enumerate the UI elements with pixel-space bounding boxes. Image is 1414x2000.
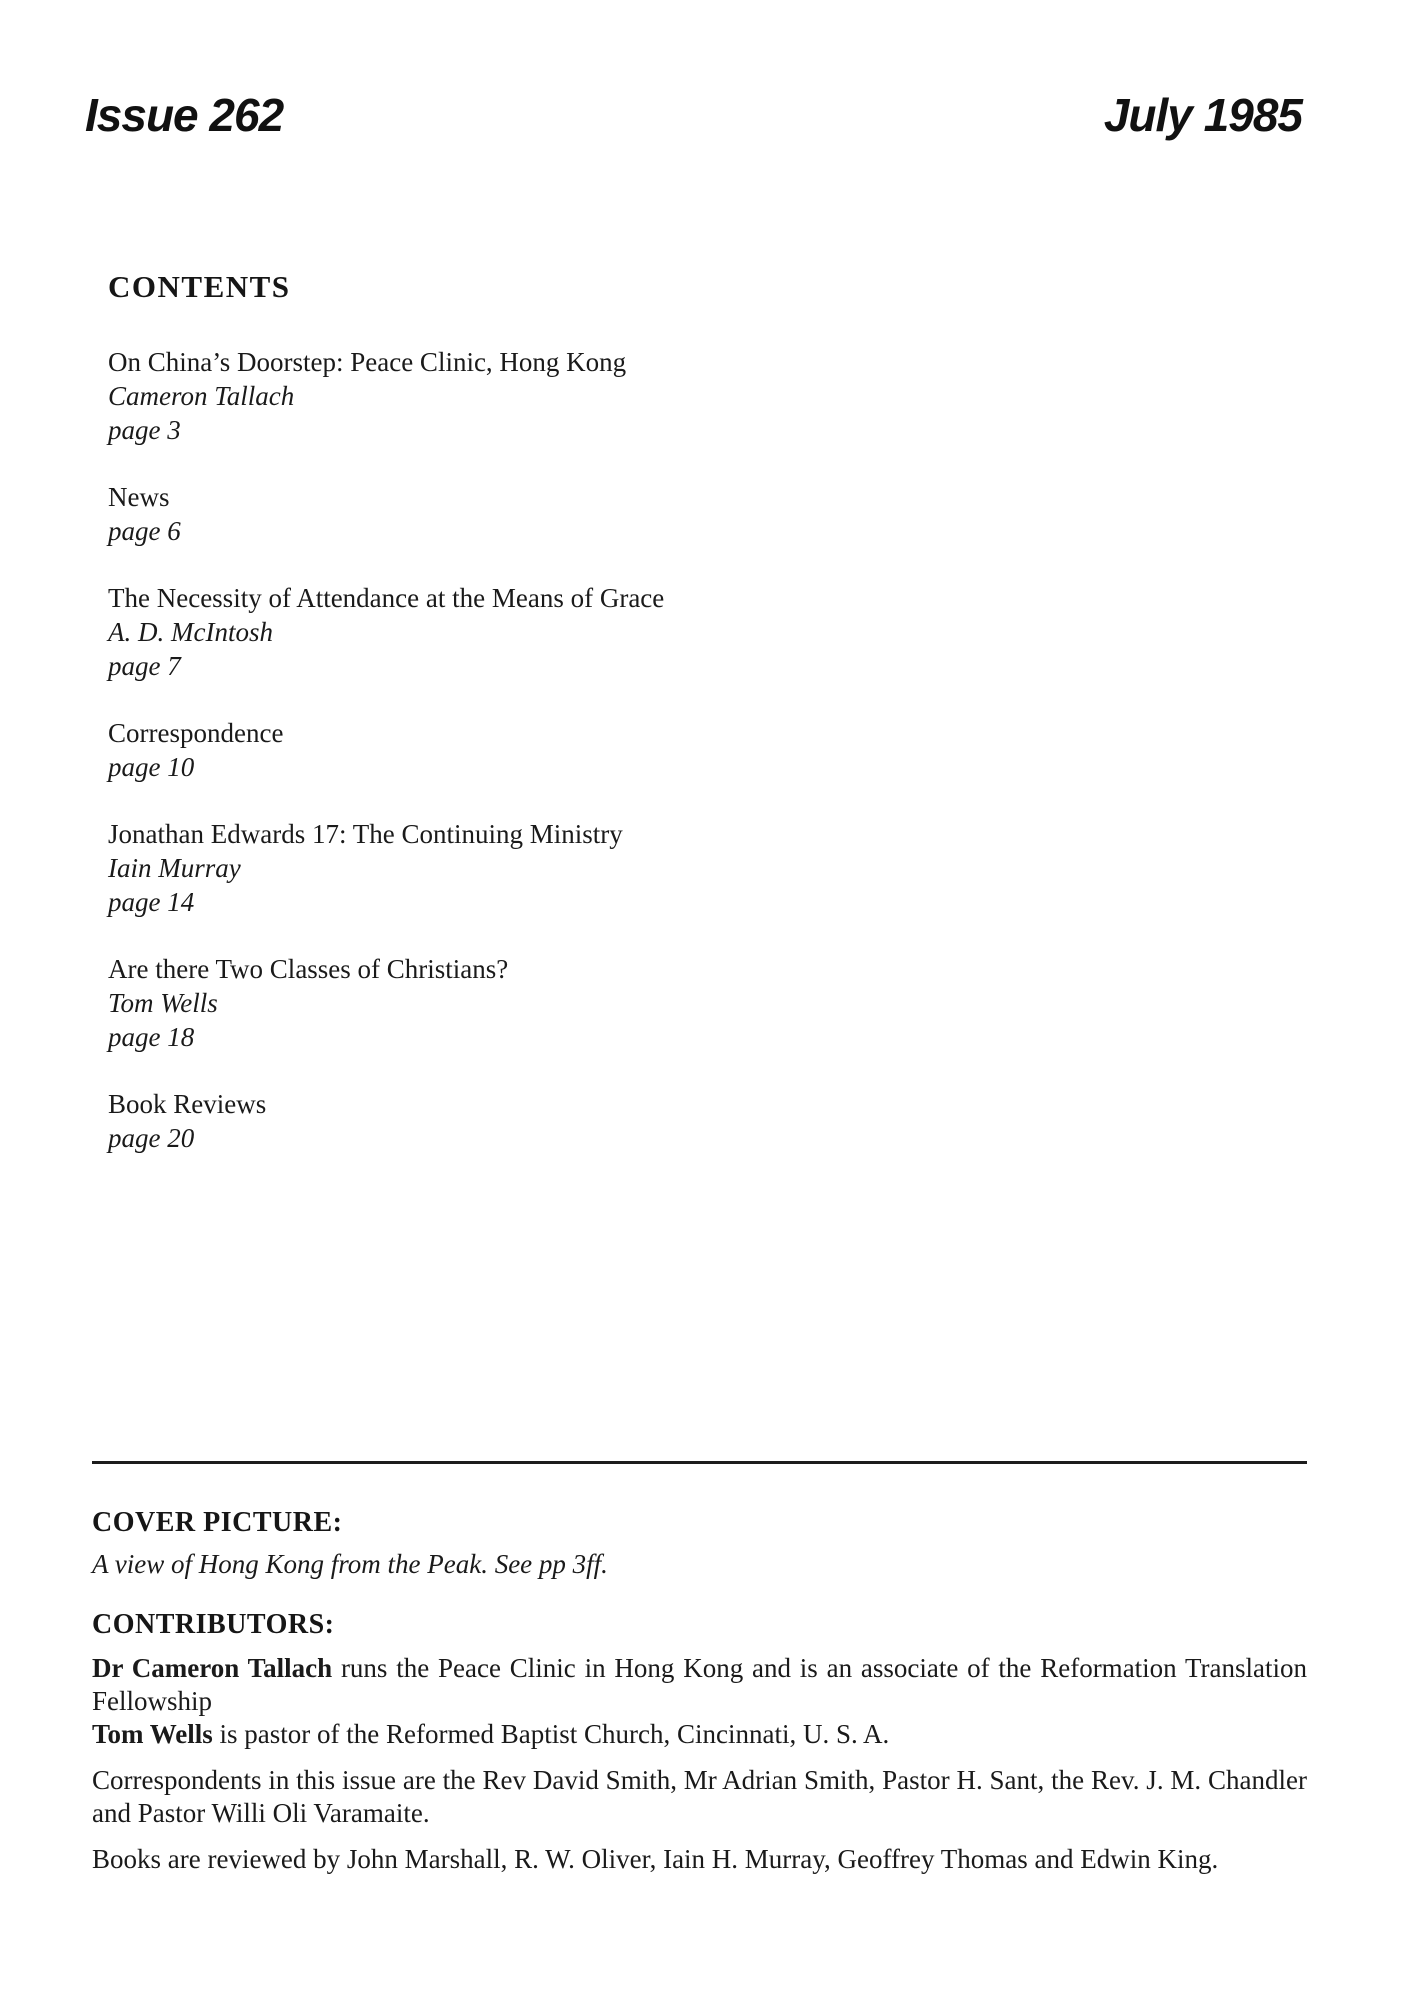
cover-picture-heading: COVER PICTURE: [92, 1507, 343, 1538]
book-reviewers-paragraph: Books are reviewed by John Marshall, R. W. Oliver, Iain H. Murray, Geoffrey Thomas and Edwin King. [92, 1844, 1219, 1874]
toc-entry [108, 952, 1208, 1054]
issue-number: Issue 262 [85, 89, 284, 141]
toc-entry-page: page 20 [108, 1123, 195, 1153]
toc-entry-title: Jonathan Edwards 17: The Continuing Ministry [108, 819, 623, 849]
toc-entry [108, 1087, 1208, 1155]
contributor-paragraph-wells [92, 1718, 1307, 1751]
contributor-paragraph-tallach [92, 1652, 1307, 1718]
masthead [85, 88, 1302, 142]
contents-heading: CONTENTS [108, 269, 291, 304]
toc-entry-title: Correspondence [108, 718, 284, 748]
contributor-description: is pastor of the Reformed Baptist Church, Cincinnati, U. S. A. [212, 1719, 890, 1749]
toc-entry [108, 480, 1208, 548]
toc-entry-page: page 3 [108, 415, 181, 445]
toc-entry-author: Iain Murray [108, 853, 241, 883]
contributors-heading: CONTRIBUTORS: [92, 1609, 335, 1640]
toc-entry-author: Tom Wells [108, 988, 218, 1018]
toc-entry-title: News [108, 482, 170, 512]
table-of-contents [108, 345, 1208, 1188]
toc-entry-page: page 14 [108, 887, 195, 917]
toc-entry [108, 581, 1208, 683]
toc-entry-author: A. D. McIntosh [108, 617, 273, 647]
contributor-description: runs the Peace Clinic in Hong Kong and is an associate of the Reformation Translation Fellowship [92, 1653, 1308, 1716]
toc-entry [108, 716, 1208, 784]
footer-section [92, 1506, 1307, 1876]
toc-entry-page: page 10 [108, 752, 195, 782]
toc-entry-page: page 6 [108, 516, 181, 546]
divider [92, 1461, 1307, 1464]
correspondents-paragraph: Correspondents in this issue are the Rev David Smith, Mr Adrian Smith, Pastor H. Sant, the Rev. J. M. Chandler and Pastor Willi Oli Varamaite. [92, 1765, 1307, 1828]
issue-date: July 1985 [1103, 89, 1302, 141]
toc-entry-page: page 7 [108, 651, 181, 681]
toc-entry-title: Book Reviews [108, 1089, 267, 1119]
toc-entry-page: page 18 [108, 1022, 195, 1052]
toc-entry [108, 345, 1208, 447]
toc-entry-title: The Necessity of Attendance at the Means of Grace [108, 583, 665, 613]
toc-entry [108, 817, 1208, 919]
toc-entry-author: Cameron Tallach [108, 381, 295, 411]
contributor-name: Dr Cameron Tallach [92, 1653, 333, 1683]
cover-picture-caption: A view of Hong Kong from the Peak. See pp 3ff. [92, 1549, 608, 1579]
toc-entry-title: On China’s Doorstep: Peace Clinic, Hong Kong [108, 347, 627, 377]
toc-entry-title: Are there Two Classes of Christians? [108, 954, 509, 984]
contributor-name: Tom Wells [92, 1719, 213, 1749]
